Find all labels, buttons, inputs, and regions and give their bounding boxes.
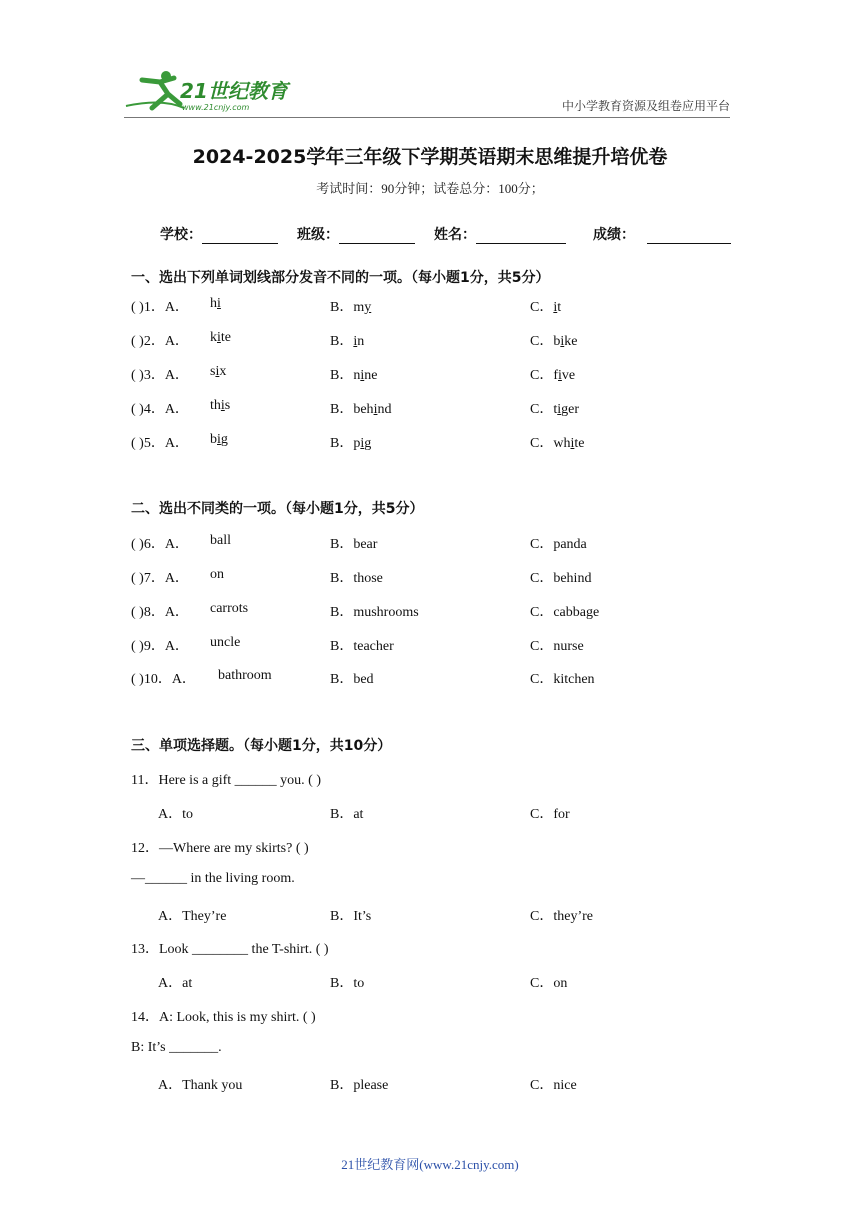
q11-option-c[interactable]: C．for — [530, 807, 570, 822]
q11-option-a[interactable]: A．to — [158, 807, 193, 822]
name-blank[interactable] — [476, 229, 566, 244]
option-a[interactable]: hi — [210, 296, 221, 311]
q14-option-a[interactable]: A．Thank you — [158, 1078, 243, 1093]
option-a[interactable]: on — [210, 567, 224, 582]
option-c[interactable]: C．kitchen — [530, 672, 595, 687]
q13-option-b[interactable]: B．to — [330, 976, 365, 991]
option-a[interactable]: kite — [210, 330, 231, 345]
name-field[interactable] — [434, 224, 566, 244]
option-c[interactable]: C．tiger — [530, 402, 580, 417]
option-c[interactable]: C．cabbage — [530, 605, 600, 620]
logo-url: www.21cnjy.com — [182, 103, 250, 112]
option-a[interactable]: bathroom — [218, 668, 272, 683]
logo-runner-icon — [122, 68, 292, 114]
question-row — [0, 567, 860, 587]
q14-stem: 14．A: Look, this is my shirt. ( ) — [131, 1010, 316, 1025]
section1-heading: 一、选出下列单词划线部分发音不同的一项。（每小题1分，共5分） — [131, 270, 550, 286]
q13-option-c[interactable]: C．on — [530, 976, 568, 991]
q12-stem: 12．—Where are my skirts? ( ) — [131, 841, 309, 856]
q13-stem: 13．Look ________ the T-shirt. ( ) — [131, 942, 329, 957]
q14-option-c[interactable]: C．nice — [530, 1078, 577, 1093]
option-b[interactable]: B．nine — [330, 368, 378, 383]
question-row — [0, 330, 860, 350]
header-divider — [124, 117, 730, 118]
question-row — [0, 635, 860, 655]
question-number[interactable]: ( )4．A． — [131, 402, 189, 417]
question-row — [0, 364, 860, 384]
score-label: 成绩： — [593, 227, 635, 243]
question-row — [0, 601, 860, 621]
question-row — [0, 668, 860, 688]
q12-option-a[interactable]: A．They’re — [158, 909, 227, 924]
logo — [122, 68, 292, 114]
score-blank[interactable] — [647, 229, 731, 244]
page-title: 2024-2025学年三年级下学期英语期末思维提升培优卷 — [192, 146, 668, 168]
q12-line2: —______ in the living room. — [131, 871, 295, 886]
exam-info: 考试时间：90分钟；试卷总分：100分； — [316, 181, 544, 196]
option-c[interactable]: C．panda — [530, 537, 587, 552]
option-c[interactable]: C．behind — [530, 571, 592, 586]
option-c[interactable]: C．it — [530, 300, 562, 315]
option-b[interactable]: B．in — [330, 334, 365, 349]
q12-option-c[interactable]: C．they’re — [530, 909, 593, 924]
question-number[interactable]: ( )2．A． — [131, 334, 189, 349]
option-a[interactable]: big — [210, 432, 228, 447]
q14-option-b[interactable]: B．please — [330, 1078, 389, 1093]
option-b[interactable]: B．pig — [330, 436, 372, 451]
option-c[interactable]: C．bike — [530, 334, 578, 349]
q11-option-b[interactable]: B．at — [330, 807, 364, 822]
q13-option-a[interactable]: A．at — [158, 976, 193, 991]
footer: 21世纪教育网(www.21cnjy.com) — [341, 1157, 519, 1172]
option-a[interactable]: carrots — [210, 601, 249, 616]
option-c[interactable]: C．nurse — [530, 639, 584, 654]
question-number[interactable]: ( )9．A． — [131, 639, 189, 654]
option-a[interactable]: six — [210, 364, 227, 379]
option-a[interactable]: this — [210, 398, 231, 413]
section3-heading: 三、单项选择题。（每小题1分，共10分） — [131, 738, 392, 754]
question-row — [0, 398, 860, 418]
q11-stem: 11．Here is a gift ______ you. ( ) — [131, 773, 321, 788]
question-number[interactable]: ( )5．A． — [131, 436, 189, 451]
question-number[interactable]: ( )3．A． — [131, 368, 189, 383]
platform-label: 中小学教育资源及组卷应用平台 — [561, 99, 730, 113]
option-b[interactable]: B．my — [330, 300, 372, 315]
option-b[interactable]: B．behind — [330, 402, 392, 417]
option-a[interactable]: uncle — [210, 635, 241, 650]
school-field[interactable] — [160, 224, 278, 244]
section2-heading: 二、选出不同类的一项。（每小题1分，共5分） — [131, 501, 424, 517]
school-blank[interactable] — [202, 229, 278, 244]
q14-line2: B: It’s _______. — [131, 1040, 222, 1055]
name-label: 姓名： — [434, 227, 476, 243]
option-b[interactable]: B．mushrooms — [330, 605, 419, 620]
question-number[interactable]: ( )7．A． — [131, 571, 189, 586]
class-label: 班级： — [297, 227, 339, 243]
option-b[interactable]: B．teacher — [330, 639, 394, 654]
question-number[interactable]: ( )8．A． — [131, 605, 189, 620]
question-number[interactable]: ( )6．A． — [131, 537, 189, 552]
option-b[interactable]: B．bed — [330, 672, 374, 687]
q12-option-b[interactable]: B．It’s — [330, 909, 372, 924]
question-row — [0, 432, 860, 452]
question-number[interactable]: ( )1．A． — [131, 300, 189, 315]
option-b[interactable]: B．those — [330, 571, 383, 586]
class-blank[interactable] — [339, 229, 415, 244]
option-c[interactable]: C．five — [530, 368, 576, 383]
question-row — [0, 296, 860, 316]
school-label: 学校： — [160, 227, 202, 243]
logo-text: 21世纪教育 — [180, 79, 288, 103]
option-c[interactable]: C．white — [530, 436, 585, 451]
question-number[interactable]: ( )10．A． — [131, 672, 196, 687]
option-a[interactable]: ball — [210, 533, 231, 548]
question-row — [0, 533, 860, 553]
score-field[interactable] — [593, 224, 731, 244]
option-b[interactable]: B．bear — [330, 537, 378, 552]
class-field[interactable] — [297, 224, 415, 244]
